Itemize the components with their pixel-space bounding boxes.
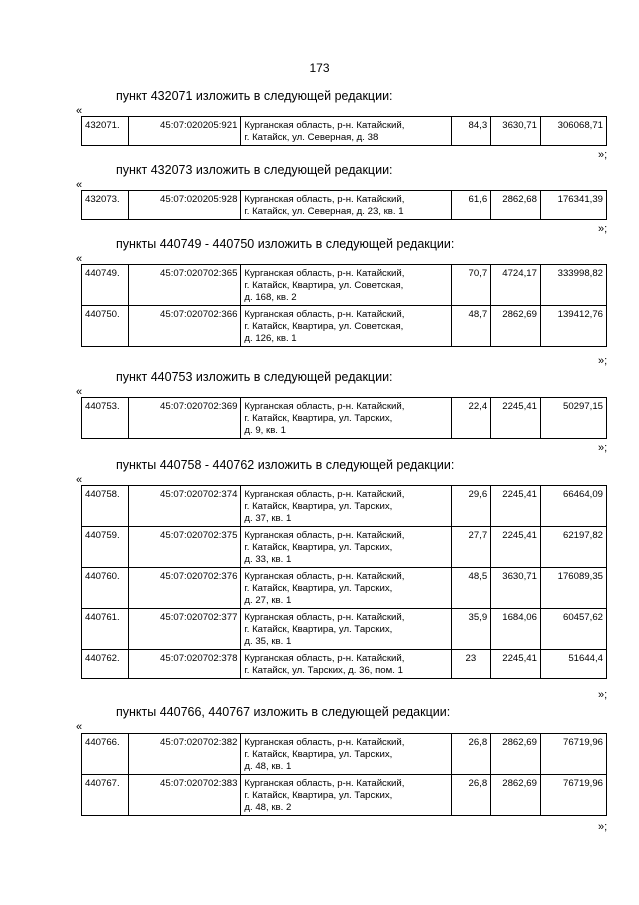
total-value: 176089,35	[540, 568, 606, 609]
cadastral-number: 45:07:020702:374	[128, 486, 241, 527]
address-line: г. Катайск, Квартира, ул. Тарских,	[244, 413, 393, 424]
register-table	[81, 116, 607, 146]
item-number: 432071.	[82, 117, 129, 146]
address-line: Курганская область, р-н. Катайский,	[244, 530, 405, 541]
address-line: г. Катайск, Квартира, ул. Тарских,	[244, 542, 393, 553]
total-value: 306068,71	[540, 117, 606, 146]
cadastral-number: 45:07:020702:375	[128, 527, 241, 568]
table-row	[82, 486, 607, 527]
address-cell	[241, 734, 451, 775]
table-row	[82, 775, 607, 816]
address-line: д. 35, кв. 1	[244, 636, 292, 647]
address-line: Курганская область, р-н. Катайский,	[244, 612, 405, 623]
cadastral-number: 45:07:020702:383	[128, 775, 241, 816]
address-line: г. Катайск, Квартира, ул. Советская,	[244, 280, 404, 291]
item-number: 440761.	[82, 609, 129, 650]
area-value: 35,9	[451, 609, 491, 650]
address-line: д. 126, кв. 1	[244, 333, 297, 344]
price-value: 1684,06	[491, 609, 541, 650]
area-value: 26,8	[451, 775, 491, 816]
closing-quote: »;	[598, 442, 608, 454]
address-cell	[241, 117, 451, 146]
item-number: 440767.	[82, 775, 129, 816]
cadastral-number: 45:07:020702:378	[128, 650, 241, 679]
area-value: 70,7	[451, 265, 491, 306]
page-number: 173	[309, 61, 330, 75]
address-line: д. 33, кв. 1	[244, 554, 292, 565]
register-table	[81, 190, 607, 220]
opening-quote: «	[76, 105, 83, 117]
address-line: д. 48, кв. 2	[244, 802, 292, 813]
cadastral-number: 45:07:020702:382	[128, 734, 241, 775]
table-row	[82, 306, 607, 347]
address-cell	[241, 191, 451, 220]
section-heading: пункты 440749 - 440750 изложить в следующей редакции:	[116, 237, 455, 251]
item-number: 440750.	[82, 306, 129, 347]
cadastral-number: 45:07:020205:921	[128, 117, 241, 146]
price-value: 2245,41	[491, 527, 541, 568]
price-value: 2245,41	[491, 398, 541, 439]
table-row	[82, 527, 607, 568]
area-value: 48,7	[451, 306, 491, 347]
area-value: 29,6	[451, 486, 491, 527]
address-cell	[241, 527, 451, 568]
register-table	[81, 485, 607, 679]
cadastral-number: 45:07:020702:377	[128, 609, 241, 650]
address-line: Курганская область, р-н. Катайский,	[244, 489, 405, 500]
price-value: 2245,41	[491, 486, 541, 527]
area-value: 61,6	[451, 191, 491, 220]
address-line: г. Катайск, Квартира, ул. Тарских,	[244, 583, 393, 594]
total-value: 76719,96	[540, 775, 606, 816]
price-value: 2245,41	[491, 650, 541, 679]
opening-quote: «	[76, 386, 83, 398]
cadastral-number: 45:07:020205:928	[128, 191, 241, 220]
address-line: Курганская область, р-н. Катайский,	[244, 120, 405, 131]
address-line: г. Катайск, Квартира, ул. Тарских,	[244, 624, 393, 635]
price-value: 2862,68	[491, 191, 541, 220]
closing-quote: »;	[598, 149, 608, 161]
total-value: 50297,15	[540, 398, 606, 439]
total-value: 51644,4	[540, 650, 606, 679]
section-heading: пункт 440753 изложить в следующей редакции:	[116, 370, 393, 384]
cadastral-number: 45:07:020702:365	[128, 265, 241, 306]
address-line: Курганская область, р-н. Катайский,	[244, 268, 405, 279]
table-row	[82, 568, 607, 609]
address-line: Курганская область, р-н. Катайский,	[244, 778, 405, 789]
total-value: 333998,82	[540, 265, 606, 306]
address-line: г. Катайск, ул. Тарских, д. 36, пом. 1	[244, 665, 403, 676]
address-line: д. 48, кв. 1	[244, 761, 292, 772]
opening-quote: «	[76, 179, 83, 191]
address-line: г. Катайск, ул. Северная, д. 23, кв. 1	[244, 206, 404, 217]
address-line: Курганская область, р-н. Катайский,	[244, 309, 405, 320]
price-value: 2862,69	[491, 734, 541, 775]
price-value: 3630,71	[491, 117, 541, 146]
address-line: Курганская область, р-н. Катайский,	[244, 571, 405, 582]
address-line: д. 168, кв. 2	[244, 292, 297, 303]
address-line: г. Катайск, Квартира, ул. Советская,	[244, 321, 404, 332]
price-value: 2862,69	[491, 306, 541, 347]
item-number: 440753.	[82, 398, 129, 439]
area-value: 84,3	[451, 117, 491, 146]
table-row	[82, 265, 607, 306]
total-value: 60457,62	[540, 609, 606, 650]
section-heading: пункт 432071 изложить в следующей редакции:	[116, 89, 393, 103]
closing-quote: »;	[598, 821, 608, 833]
total-value: 76719,96	[540, 734, 606, 775]
item-number: 440760.	[82, 568, 129, 609]
table-row	[82, 191, 607, 220]
address-cell	[241, 775, 451, 816]
cadastral-number: 45:07:020702:376	[128, 568, 241, 609]
price-value: 4724,17	[491, 265, 541, 306]
table-row	[82, 734, 607, 775]
address-line: Курганская область, р-н. Катайский,	[244, 401, 405, 412]
opening-quote: «	[76, 474, 83, 486]
opening-quote: «	[76, 253, 83, 265]
register-table	[81, 264, 607, 347]
section-heading: пункт 432073 изложить в следующей редакции:	[116, 163, 393, 177]
table-row	[82, 117, 607, 146]
total-value: 62197,82	[540, 527, 606, 568]
address-cell	[241, 306, 451, 347]
address-line: Курганская область, р-н. Катайский,	[244, 653, 405, 664]
area-value: 48,5	[451, 568, 491, 609]
area-value: 22,4	[451, 398, 491, 439]
address-line: д. 27, кв. 1	[244, 595, 292, 606]
opening-quote: «	[76, 721, 83, 733]
item-number: 440749.	[82, 265, 129, 306]
address-cell	[241, 265, 451, 306]
area-value: 26,8	[451, 734, 491, 775]
table-row	[82, 650, 607, 679]
area-value: 27,7	[451, 527, 491, 568]
address-line: г. Катайск, Квартира, ул. Тарских,	[244, 501, 393, 512]
total-value: 66464,09	[540, 486, 606, 527]
address-line: д. 9, кв. 1	[244, 425, 286, 436]
address-line: д. 37, кв. 1	[244, 513, 292, 524]
section-heading: пункты 440758 - 440762 изложить в следующей редакции:	[116, 458, 455, 472]
cadastral-number: 45:07:020702:369	[128, 398, 241, 439]
address-line: г. Катайск, Квартира, ул. Тарских,	[244, 790, 393, 801]
cadastral-number: 45:07:020702:366	[128, 306, 241, 347]
item-number: 440762.	[82, 650, 129, 679]
address-line: Курганская область, р-н. Катайский,	[244, 194, 405, 205]
total-value: 176341,39	[540, 191, 606, 220]
address-line: г. Катайск, ул. Северная, д. 38	[244, 132, 379, 143]
total-value: 139412,76	[540, 306, 606, 347]
address-line: г. Катайск, Квартира, ул. Тарских,	[244, 749, 393, 760]
price-value: 2862,69	[491, 775, 541, 816]
item-number: 440766.	[82, 734, 129, 775]
address-cell	[241, 398, 451, 439]
section-heading: пункты 440766, 440767 изложить в следующей редакции:	[116, 705, 451, 719]
item-number: 432073.	[82, 191, 129, 220]
address-cell	[241, 486, 451, 527]
closing-quote: »;	[598, 689, 608, 701]
closing-quote: »;	[598, 355, 608, 367]
register-table	[81, 397, 607, 439]
table-row	[82, 609, 607, 650]
price-value: 3630,71	[491, 568, 541, 609]
table-row	[82, 398, 607, 439]
address-cell	[241, 568, 451, 609]
item-number: 440758.	[82, 486, 129, 527]
area-value: 23	[451, 650, 491, 679]
register-table	[81, 733, 607, 816]
item-number: 440759.	[82, 527, 129, 568]
closing-quote: »;	[598, 223, 608, 235]
address-line: Курганская область, р-н. Катайский,	[244, 737, 405, 748]
address-cell	[241, 609, 451, 650]
address-cell	[241, 650, 451, 679]
